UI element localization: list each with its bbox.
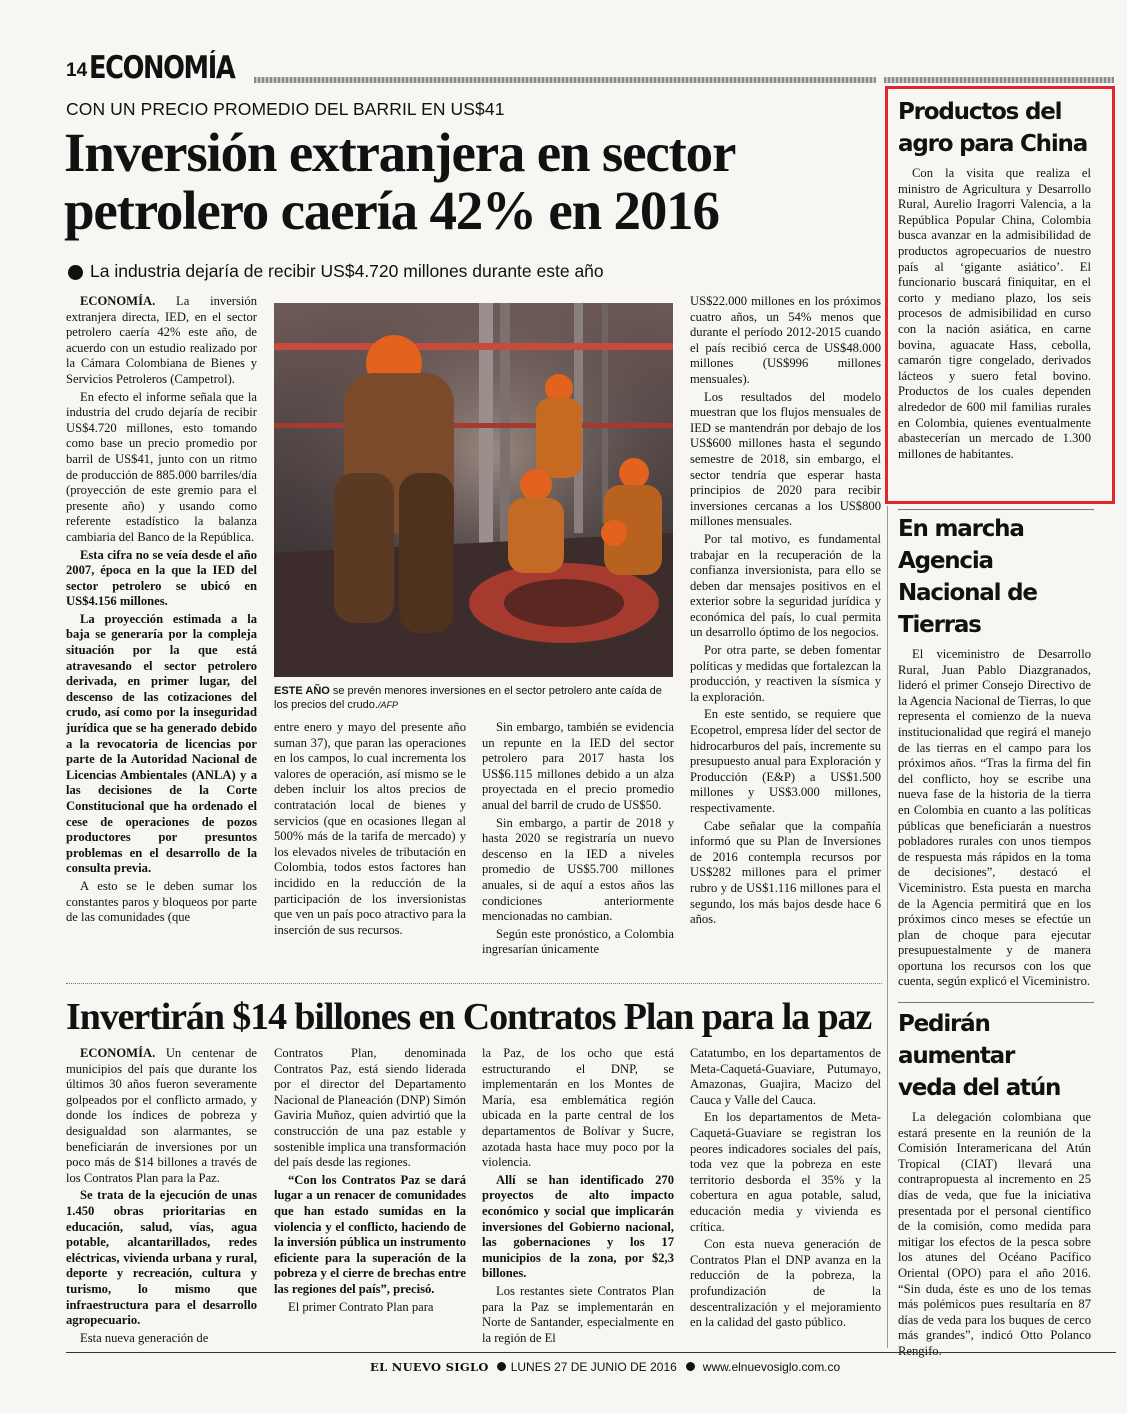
footer-date: LUNES 27 DE JUNIO DE 2016 <box>510 1360 677 1374</box>
paragraph: ECONOMÍA. Un centenar de municipios del país que durante los últimos 30 años fueron severamente golpeados por el conflicto armado, y donde los índices de pobreza y desigualdad son alarmantes, se beneficiarán de inversiones por un poco más de $14 billones a través de los Contratos Plan para la Paz. <box>66 1046 257 1185</box>
oil-rig-illustration-icon <box>274 303 673 677</box>
paragraph: Sin embargo, también se evidencia un repunte en la IED del sector petrolero para 2017 hasta los US$6.115 millones debido a un alza proyectada en el precio promedio anual del barril de crudo de US$50. <box>482 720 674 812</box>
paragraph: Por tal motivo, es fundamental trabajar en la recuperación de la confianza inversionista, para ello se deben dar mensajes positivos en el exterior sobre la seguridad jurídica y económica del país, lo cual permita un desarrollo óptimo de los negocios. <box>690 531 881 640</box>
kicker: CON UN PRECIO PROMEDIO DEL BARRIL EN US$41 <box>66 99 505 119</box>
second-col-4 <box>690 1046 881 1333</box>
paragraph: ECONOMÍA. La inversión extranjera directa, IED, en el sector petrolero caería 42% este año, de acuerdo con un estudio realizado por la Cámara Colombiana de Bienes y Servicios Petroleros (Campetrol). <box>66 294 257 386</box>
sidebar-body: El viceministro de Desarrollo Rural, Juan Pablo Diazgranados, lideró el primer Consejo Directivo de la Agencia Nacional de Tierras, lo que representa el comienzo de la nueva institucionalidad que regirá el manejo de las tierras en el campo para los próximos años. “Tras la firma del fin del conflicto, hoy se escribe una nueva fase de la historia de la tierra en Colombia en cuanto a las políticas públicas que beneficiarán a nuestros pobladores rurales con unos tiempos de respuesta más rápidos en la toma de decisiones”, destacó el Viceministro. Esta puesta en marcha de la Agencia permitirá que en los próximos cinco meses se efectúe un plan de choque para ejecutar presupuestalmente y de manera oportuna los recursos con los que cuenta, según explicó el Viceministro. <box>898 647 1091 989</box>
footer <box>370 1360 840 1375</box>
paragraph: la Paz, de los ocho que está estructurando el DNP, se implementarán en los Montes de María, esa emblemática región ubicada en la parte central de los departamentos de Bolívar y Sucre, azotada hasta hace muy poco por la violencia. <box>482 1046 674 1170</box>
sidebar-divider <box>898 509 1094 510</box>
main-col-2 <box>274 720 466 940</box>
dateline: ECONOMÍA. <box>80 294 156 308</box>
sidebar-title: Productos del agro para China <box>898 99 1088 157</box>
paragraph: entre enero y mayo del presente año suman 37), que paran las operaciones en los campos, lo cual incrementa los valores de operación, así mismo se le deben incluir los altos precios de contratación local de bienes y servicios (que en ocasiones llegan al 500% más de la tarifa de mercado) y los elevados niveles de tributación en Colombia, todos estos factores han incidido en la reducción de la participación de los inversionistas que ven un país poco atractivo para la inserción de sus recursos. <box>274 720 466 937</box>
paragraph: El primer Contrato Plan para <box>288 1299 434 1314</box>
headline <box>64 124 884 240</box>
paragraph: En este sentido, se requiere que Ecopetrol, empresa líder del sector de hidrocarburos del país, incremente su presupuesto anual para Exploración y Producción (E&P) a US$1.500 millones y US$3.000 millones, respectivamente. <box>690 707 881 815</box>
section-rule-right <box>884 77 1114 83</box>
paragraph: Allí se han identificado 270 proyectos de alto impacto económico y social que implicarán inversiones del Gobierno nacional, las gobernaciones y los 17 municipios de la zona, por $2,3 billones. <box>482 1172 674 1281</box>
paragraph: Esta cifra no se veía desde el año 2007, época en la que la IED del sector petrolero se ubicó en US$4.156 millones. <box>66 547 257 609</box>
subhead: La industria dejaría de recibir US$4.720 millones durante este año <box>90 261 604 281</box>
paragraph: Con esta nueva generación de Contratos Plan el DNP avanza en la reducción de la pobreza, la profundización de la descentralización y el mejoramiento en la calidad del gasto público. <box>690 1237 881 1330</box>
paragraph: Según este pronóstico, a Colombia ingresarían únicamente <box>482 926 674 957</box>
section-title: ECONOMÍA <box>89 50 235 86</box>
headline-line-2: petrolero caería 42% en 2016 <box>64 180 719 241</box>
paragraph: “Con los Contratos Paz se dará lugar a un renacer de comunidades que han estado sumidas en la violencia y el conflicto, haciendo de la inversión pública un instrumento eficiente para la superación de la pobreza y el cierre de brechas entre las regiones del país”, precisó. <box>274 1172 466 1296</box>
bullet-icon <box>686 1362 695 1371</box>
main-col-4 <box>690 294 881 930</box>
paragraph: Por otra parte, se deben fomentar políticas y medidas que fortalezcan la producción, y reactiven la sísmica y la exploración. <box>690 643 881 704</box>
sidebar-divider <box>898 1002 1094 1003</box>
sidebar-box-1 <box>898 96 1094 464</box>
sidebar-title: En marcha Agencia Nacional de Tierras <box>898 516 1037 638</box>
headline-line-1: Inversión extranjera en sector <box>64 122 736 183</box>
second-col-2 <box>274 1046 466 1317</box>
photo-caption: ESTE AÑO se prevén menores inversiones en el sector petrolero ante caída de los precios del crudo./AFP <box>274 685 662 711</box>
paragraph: La proyección estimada a la baja se generaría por la compleja situación por la que está atravesando el sector petrolero derivada, en primer lugar, del descenso de las cotizaciones del crudo, así como por la inseguridad jurídica que se ha generado debido a la revocatoria de licencias por parte de la Autoridad Nacional de Licencias Ambientales (ANLA) y a las decisiones de la Corte Constitucional que ha ordenado el cese de operaciones de pozos productores por presuntos problemas en el desarrollo de la consulta previa. <box>66 611 257 876</box>
page-number: 14 <box>66 60 88 81</box>
paragraph: En los departamentos de Meta-Caquetá-Guaviare se registran los peores indicadores sociales del país, toda vez que la pobreza en este territorio desborda el 35% y la cobertura en agua potable, salud, educación media y vivienda es crítica. <box>690 1110 881 1234</box>
sidebar-box-2 <box>898 513 1094 992</box>
website-link[interactable]: www.elnuevosiglo.com.co <box>702 1360 841 1374</box>
second-col-1 <box>66 1046 257 1348</box>
footer-rule <box>66 1352 1116 1353</box>
paragraph: En efecto el informe señala que la industria del crudo dejaría de recibir US$4.720 millones, esto tomando como base un precio promedio por barril de US$41, junto con un ritmo de producción de 885.000 barriles/día (proyección de este gremio para el presente año) y usando como referente estadístico la balanza cambiaria del Banco de la República. <box>66 389 257 544</box>
column-rule <box>887 506 888 1348</box>
subhead-bullet <box>68 265 83 280</box>
sidebar-body: La delegación colombiana que estará presente en la reunión de la Comisión Interamericana del Atún Tropical (CIAT) llevará una contrapropuesta al incremento en 25 días de veda, que fue la iniciativa presentada por el personal científico de la comisión, como medida para mitigar los efectos de la pesca sobre los atunes del Océano Pacífico Oriental (OPO) para el año 2016. “Sin duda, éste es uno de los temas más polémicos pues resultaría en 87 días de veda para los buques de cerco más grandes”, indicó Otto Polanco Rengifo. <box>898 1110 1091 1358</box>
paper-name: EL NUEVO SIGLO <box>370 1360 489 1374</box>
paragraph: Sin embargo, a partir de 2018 y hasta 2020 se registraría un nuevo descenso en la IED a niveles promedio de US$5.700 millones anuales, si de aquí a estos años las condiciones anteriormente mencionadas no cambian. <box>482 815 674 924</box>
paragraph: Los restantes siete Contratos Plan para la Paz se implementarán en Norte de Santander, especialmente en la región de El <box>482 1283 674 1345</box>
paragraph: Cabe señalar que la compañía informó que su Plan de Inversiones de 2016 contempla recursos por US$282 millones para el primer rubro y de US$1.116 millones para el segundo, los más bajos desde hace 6 años. <box>690 818 881 927</box>
main-col-1 <box>66 294 257 928</box>
section-rule <box>254 77 876 83</box>
paragraph: A esto se le deben sumar los constantes paros y bloqueos por parte de las comunidades (que <box>66 878 257 925</box>
paragraph: US$22.000 millones en los próximos cuatro años, un 54% menos que durante el período 2012-2015 cuando el país recibió cerca de US$48.000 millones (US$996 millones mensuales). <box>690 294 881 386</box>
paragraph: Esta nueva generación de <box>80 1330 209 1345</box>
second-headline: Invertirán $14 billones en Contratos Plan para la paz <box>66 996 872 1038</box>
paragraph: Se trata de la ejecución de unas 1.450 obras prioritarias en educación, salud, vías, agua potable, alcantarillados, redes eléctricas, vivienda urbana y rural, deporte y recreación, cultura y turismo, lo mismo que infraestructura para el desarrollo agropecuario. <box>66 1188 257 1328</box>
sidebar-title: Pedirán aumentar veda del atún <box>898 1011 1061 1101</box>
bullet-icon <box>497 1362 506 1371</box>
dateline: ECONOMÍA. <box>80 1046 156 1060</box>
sidebar-body: Con la visita que realiza el ministro de Agricultura y Desarrollo Rural, Aurelio Iragorri Valencia, a la República Popular China, Colombia busca avanzar en la admisibilidad de productos agropecuarios de nuestro país al ‘gigante asiático’. El funcionario buscará finiquitar, en el corto y mediano plazo, los seis procesos de admisibilidad en curso con la nación asiática, en carne bovina, aguacate Hass, cebolla, camarón tigre congelado, derivados lácteos y suero fetal bovino. Productos de los cuales dependen alrededor de 600 mil familias rurales en Colombia, quienes eventualmente abastecerían un mercado de 1.300 millones de habitantes. <box>898 166 1091 461</box>
sidebar-box-3 <box>898 1008 1094 1362</box>
paragraph: Catatumbo, en los departamentos de Meta-Caquetá-Guaviare, Putumayo, Amazonas, Guajira, Macizo del Cauca y Valle del Cauca. <box>690 1046 881 1107</box>
story-divider <box>66 983 882 984</box>
paragraph: Los resultados del modelo muestran que los flujos mensuales de IED se mantendrán por debajo de los US$600 millones hasta el segundo semestre de 2018, sin embargo, el sector tendría que esperar hasta principios de 2020 para recibir inversiones cercanas a los US$800 millones mensuales. <box>690 389 881 529</box>
oil-workers-photo <box>274 303 673 677</box>
paragraph: Contratos Plan, denominada Contratos Paz, está siendo liderada por el director del Departamento Nacional de Planeación (DNP) Simón Gaviria Muñoz, quien advirtió que la construcción de una paz estable y sostenible implica una transformación del país desde las regiones. <box>274 1046 466 1170</box>
main-col-3 <box>482 720 674 960</box>
second-col-3 <box>482 1046 674 1348</box>
